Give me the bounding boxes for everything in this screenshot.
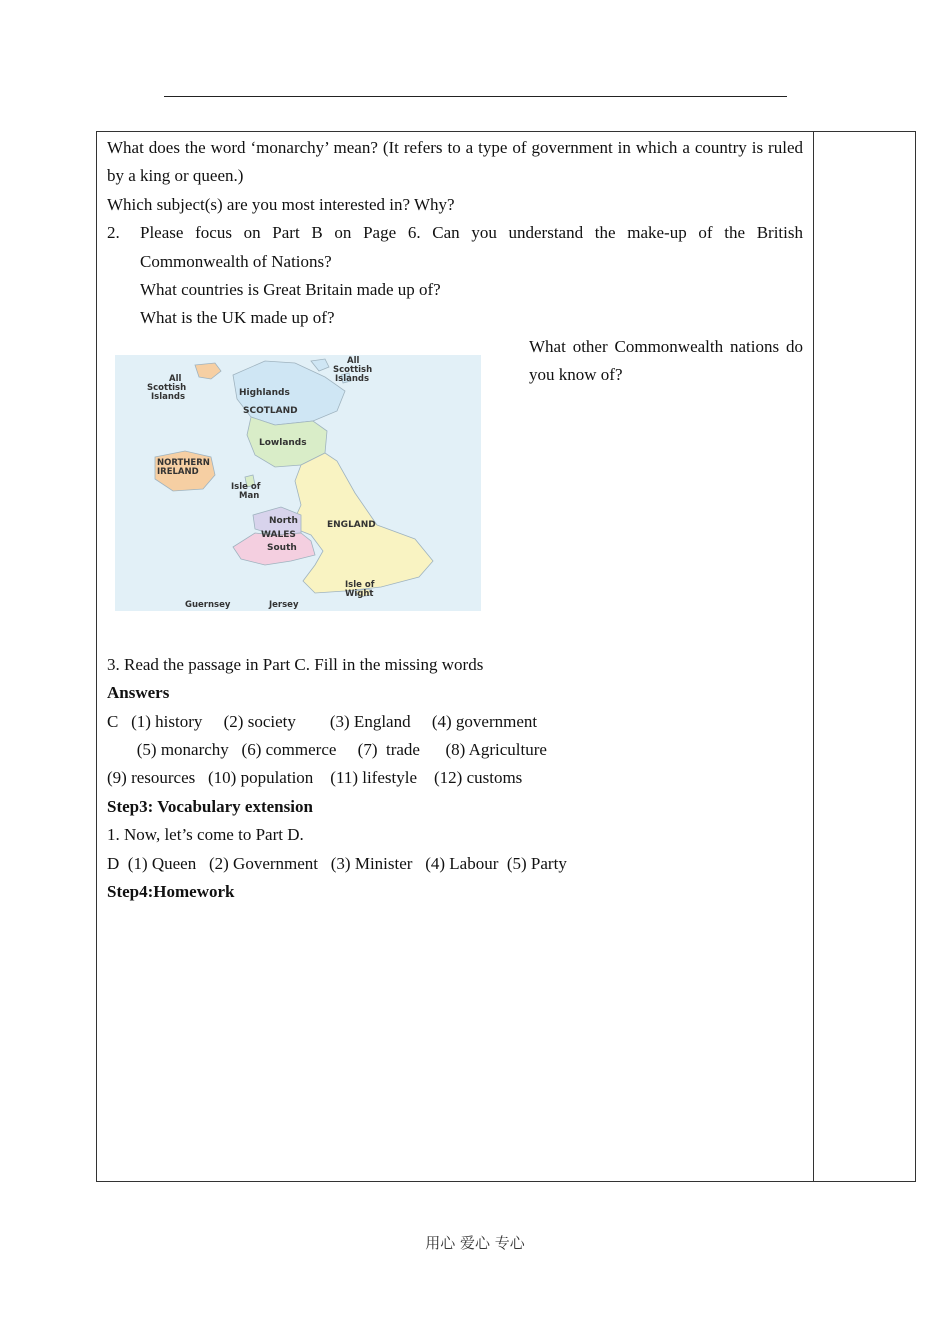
label-north-wales: North	[269, 515, 298, 526]
question-subject: Which subject(s) are you most interested in? Why?	[107, 194, 455, 214]
question-uk: What is the UK made up of?	[140, 308, 335, 328]
label-scotland: SCOTLAND	[243, 405, 298, 416]
label-england: ENGLAND	[327, 519, 376, 530]
label-jersey: Jersey	[269, 599, 299, 610]
label-lowlands: Lowlands	[259, 437, 307, 448]
label-isle-of-man: Isle of Man	[231, 481, 261, 501]
answers-heading: Answers	[107, 683, 170, 703]
label-scottish-islands-west: All Scottish Islands	[147, 373, 187, 402]
lesson-content	[107, 134, 803, 907]
label-northern-ireland: NORTHERN IRELAND	[157, 457, 210, 477]
label-highlands: Highlands	[239, 387, 290, 398]
step3-heading: Step3: Vocabulary extension	[107, 796, 313, 816]
page-footer: 用心 爱心 专心	[425, 1234, 525, 1252]
map-block	[107, 333, 803, 651]
label-wales: WALES	[261, 529, 296, 540]
header-rule	[164, 96, 787, 97]
label-isle-of-wight: Isle of Wight	[345, 579, 375, 599]
label-guernsey: Guernsey	[185, 599, 231, 610]
item-2	[107, 219, 803, 276]
label-scottish-islands-east: All Scottish Islands	[333, 355, 373, 384]
question-great-britain: What countries is Great Britain made up of?	[140, 280, 441, 300]
item-2-text: Please focus on Part B on Page 6. Can you understand the make-up of the British Commonwealth of Nations?	[140, 223, 803, 271]
step3-item-1: 1. Now, let’s come to Part D.	[107, 825, 304, 845]
label-south-wales: South	[267, 542, 297, 553]
answers-c-line-3: (9) resources (10) population (11) lifestyle (12) customs	[107, 768, 523, 788]
answers-c-line-2: (5) monarchy (6) commerce (7) trade (8) Agriculture	[107, 740, 547, 760]
answers-part-d: D (1) Queen (2) Government (3) Minister (4) Labour (5) Party	[107, 853, 567, 873]
answers-c-line-1: C (1) history (2) society (3) England (4) government	[107, 711, 538, 731]
item-2-number: 2.	[107, 223, 120, 243]
uk-map	[115, 355, 481, 611]
column-divider	[813, 132, 814, 1181]
lesson-table	[96, 131, 916, 1182]
question-monarchy: What does the word ‘monarchy’ mean? (It refers to a type of government in which a country is ruled by a king or queen.)	[107, 138, 803, 186]
question-commonwealth: What other Commonwealth nations do you know of?	[529, 336, 803, 385]
item-3: 3. Read the passage in Part C. Fill in the missing words	[107, 654, 484, 674]
answers-part-c	[107, 708, 803, 793]
step4-heading: Step4:Homework	[107, 882, 235, 902]
